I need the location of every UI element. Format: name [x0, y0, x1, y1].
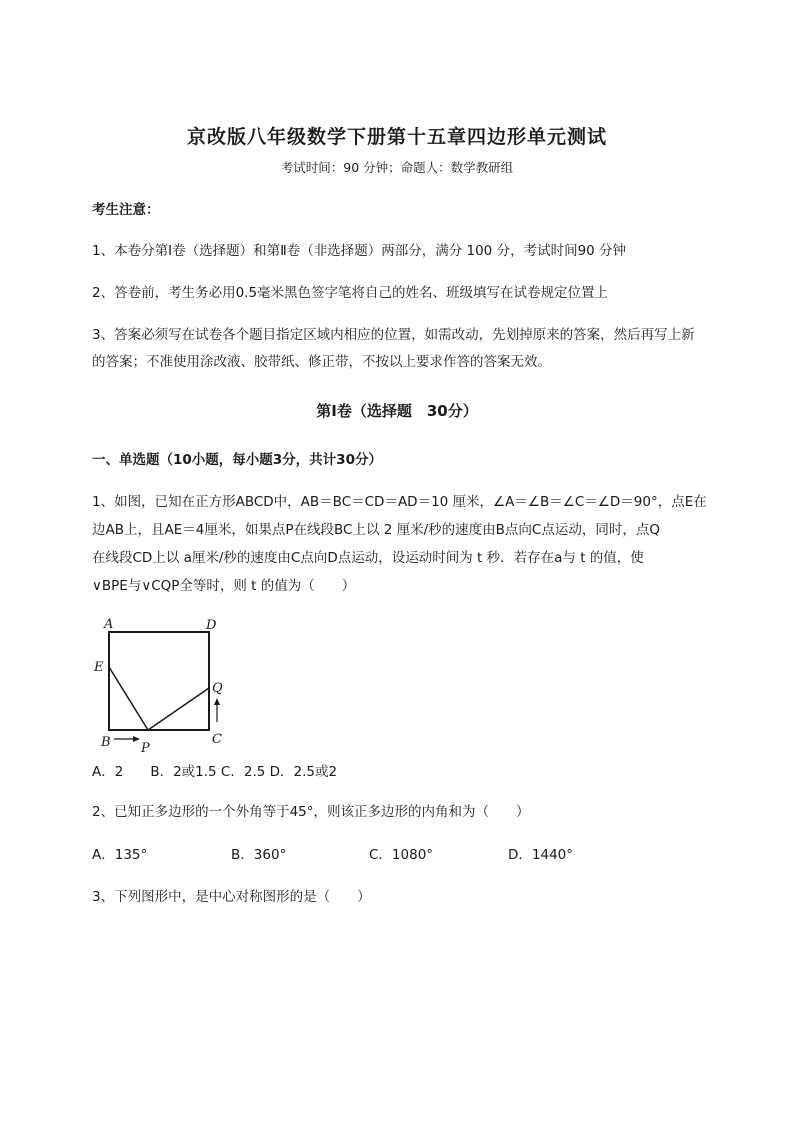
segment-ep	[109, 667, 148, 730]
label-a: A	[104, 617, 114, 632]
question-1-line-3: 在线段CD上以 a厘米/秒的速度由C点向D点运动，设运动时间为 t 秒．若存在a与 t 的值，使	[92, 550, 644, 566]
label-p: P	[141, 741, 150, 754]
square-figure-svg	[90, 612, 240, 754]
section-title: 第Ⅰ卷（选择题 30分）	[316, 402, 478, 420]
square-figure	[90, 612, 240, 754]
label-b: B	[101, 735, 111, 750]
square-abcd	[109, 632, 209, 730]
question-1-line-2: 边AB上，且AE＝4厘米，如果点P在线段BC上以 2 厘米/秒的速度由B点向C点运动，同时，点Q	[92, 522, 660, 538]
question-2-options	[92, 843, 652, 863]
arrow-c-to-q-head	[214, 698, 220, 705]
label-c: C	[212, 732, 222, 747]
page-subtitle: 考试时间：90 分钟；命题人：数学教研组	[280, 160, 514, 175]
question-1-line-4: ∨BPE与∨CQP全等时，则 t 的值为（ ）	[92, 578, 356, 594]
question-2-option-a: A．135°	[92, 847, 148, 863]
arrow-b-to-p-head	[133, 736, 140, 742]
label-d: D	[206, 618, 217, 633]
notice-item-1: 1、本卷分第Ⅰ卷（选择题）和第Ⅱ卷（非选择题）两部分，满分 100 分，考试时间90 分钟	[92, 243, 627, 259]
segment-pq	[148, 688, 209, 730]
question-1-options: A．2 B．2或1.5 C．2.5 D．2.5或2	[92, 764, 338, 780]
question-2-option-b: B．360°	[231, 847, 287, 863]
label-q: Q	[212, 681, 223, 696]
notice-item-3-line-2: 的答案；不准使用涂改液、胶带纸、修正带，不按以上要求作答的答案无效。	[92, 354, 551, 370]
question-1-line-1: 1、如图，已知在正方形ABCD中，AB＝BC＝CD＝AD＝10 厘米，∠A＝∠B＝∠C＝∠D＝90°，点E在	[92, 494, 707, 510]
question-2-option-d: D．1440°	[508, 847, 574, 863]
question-1	[92, 488, 717, 600]
notice-heading: 考生注意：	[92, 202, 160, 218]
question-3-stem: 3、下列图形中，是中心对称图形的是（ ）	[92, 889, 371, 905]
part-title: 一、单选题（10小题，每小题3分，共计30分）	[92, 452, 382, 468]
notice-item-3-line-1: 3、答案必须写在试卷各个题目指定区域内相应的位置，如需改动，先划掉原来的答案，然后再写上新	[92, 327, 695, 343]
label-e: E	[94, 660, 104, 675]
question-2-option-c: C．1080°	[369, 847, 434, 863]
question-2-stem: 2、已知正多边形的一个外角等于45°，则该正多边形的内角和为（ ）	[92, 804, 530, 820]
page-title: 京改版八年级数学下册第十五章四边形单元测试	[186, 126, 607, 148]
notice-item-2: 2、答卷前，考生务必用0.5毫米黑色签字笔将自己的姓名、班级填写在试卷规定位置上	[92, 285, 609, 301]
